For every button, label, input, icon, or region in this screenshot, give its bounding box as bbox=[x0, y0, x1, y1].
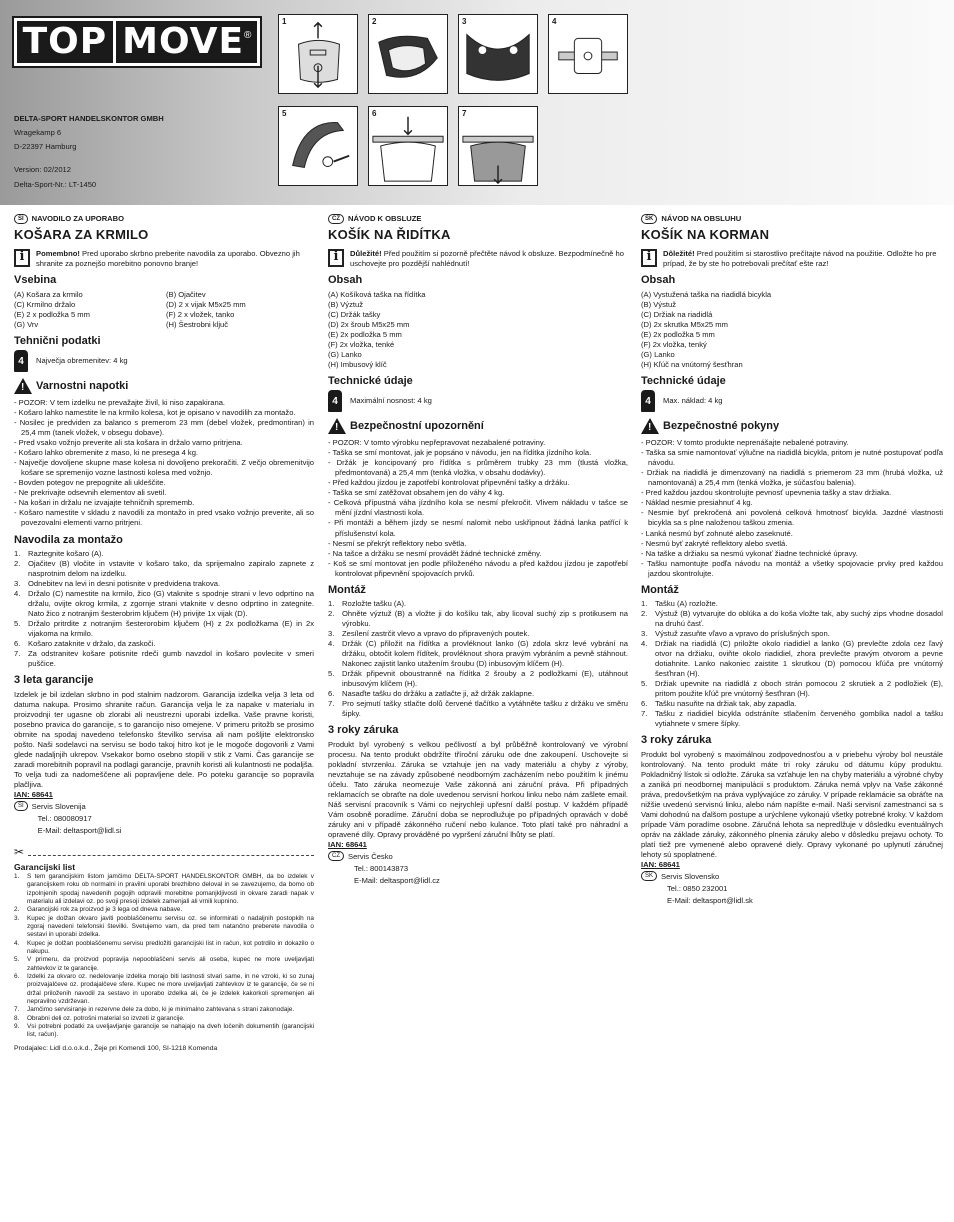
company-name: DELTA-SPORT HANDELSKONTOR GMBH bbox=[14, 114, 164, 123]
tech-heading: Technické údaje bbox=[641, 374, 726, 387]
brand-reg: ® bbox=[244, 30, 252, 41]
warranty-text: Produkt bol vyrobený s maximálnou zodpovednosťou a v priebehu výroby bol neustále kontrolovaný. Na tento produkt máte tri roky záruku od dátumu kúpy produktu. Pokladničný lístok si odložte. Záruka sa vzťahuje len na chyby materiálu a výrobné chyby a zaniká pri neodbornej manipulácii s produktom. Záruka nemá vplyv na Vaše zákonné práva, predovšetkým na práva vyplývajúce zo záruky. V prípade reklamácie sa obráťte na nižšie uvedenú servisnú linku, alebo nám napíšte e-mail. Naši servisní zamestnanci sa s Vami dohodnú na ďalšom postupe a urýchlene vykonajú všetky potrebné kroky. V každom prípade Vám poradíme osobne. Záručná lehota sa nepredlžuje v dôsledku eventuálnych opráv na základe záruky, zákonného plnenia záruky alebo v dôsledku prejavu ochoty. To platí tiež pre vymenené alebo opravené diely. Opravy vykonané po uplynutí záručnej lehoty sú spoplatnené. bbox=[641, 749, 943, 859]
list-item: (D) 2x šroub M5x25 mm bbox=[328, 319, 410, 329]
list-item: (E) 2x podložka 5 mm bbox=[328, 329, 402, 339]
list-item: 1. Rozložte tašku (A). bbox=[328, 599, 407, 609]
product-title: KOŠÍK NA ŘIDÍTKA bbox=[328, 227, 451, 243]
list-item: 3. Výstuž zasuňte vľavo a vpravo do príslušných spon. bbox=[641, 629, 830, 639]
remove-basket-illustration bbox=[459, 107, 537, 185]
list-item: (B) Výstuž bbox=[641, 299, 677, 309]
list-item: (A) Vystužená taška na riadidlá bicykla bbox=[641, 289, 772, 299]
list-item: 4. Držalo (C) namestite na krmilo, žico (G) vtaknite s spodnje strani v levo odprtino na držalu, ovijte okrog krmila, z zgornje strani vtaknite v desno odprtino in zategnite. Nato žico z notranjim šesterobrim ključem (H) privijte 1x vijak (D). bbox=[14, 589, 314, 619]
list-item: 6. Košaro zataknite v držalo, da zaskoči. bbox=[14, 639, 156, 649]
list-item: (H) Imbusový klíč bbox=[328, 359, 387, 369]
info-icon: i bbox=[641, 249, 657, 267]
list-item: - Nesmí se překrýt reflektory nebo světla. bbox=[328, 539, 628, 549]
service-phone: Tel.: 0850 232001 bbox=[667, 884, 728, 893]
max-load bbox=[641, 390, 943, 412]
list-item: 3. Kupec je dolžan okvaro javiti pooblaščenemu servisu oz. se informirati o nadaljnih postopkih na zgoraj navedeni telefonski številki. Svetujemo vam, da pred tem natančno preberete navodila o sestavi in uporabi izdelka. bbox=[14, 914, 314, 939]
list-item: - Taška se smí zatěžovat obsahem jen do váhy 4 kg. bbox=[328, 488, 628, 498]
illustration-panel-3 bbox=[458, 14, 538, 94]
warranty-heading: 3 roky záruka bbox=[641, 734, 712, 747]
list-item: (D) 2x skrutka M5x25 mm bbox=[641, 319, 728, 329]
service-email: E-Mail: deltasport@lidl.si bbox=[37, 825, 122, 835]
lang-title: NÁVOD NA OBSLUHU bbox=[661, 214, 742, 223]
list-item: - Náklad nesmie presiahnuť 4 kg. bbox=[641, 498, 943, 508]
safety-list bbox=[14, 398, 314, 528]
list-item: 2. Garancijski rok za proizvod je 3 lega od dneva nabave. bbox=[14, 906, 183, 914]
list-item: 2. Výstuž (B) vytvarujte do oblúka a do koša vložte tak, aby suchý zips vhodne dosadol na druhú časť. bbox=[641, 609, 943, 629]
illustration-panel-2 bbox=[368, 14, 448, 94]
list-item: (G) Vrv bbox=[14, 319, 39, 329]
tech-heading: Technické údaje bbox=[328, 374, 413, 387]
safety-heading-row bbox=[328, 418, 628, 434]
brand-top: TOP bbox=[22, 21, 108, 63]
service-name: Servis Česko bbox=[348, 851, 393, 861]
weight-icon: 4 bbox=[14, 350, 28, 372]
list-item: - POZOR: V tem izdelku ne prevažajte živil, ki niso zapakirana. bbox=[14, 398, 314, 408]
list-item: - POZOR: V tomto produkte neprenášajte nebalené potraviny. bbox=[641, 438, 943, 448]
list-item: (G) Lanko bbox=[641, 349, 675, 359]
list-item: (F) 2 x vložek, tanko bbox=[166, 309, 235, 319]
column-slovenian bbox=[14, 214, 314, 1054]
list-item: (A) Košara za krmilo bbox=[14, 289, 83, 299]
mount-steps bbox=[14, 549, 314, 669]
contents-heading: Obsah bbox=[328, 274, 363, 287]
list-item: - Nesmie byť prekročená ani povolená celková hmotnosť bicykla. Jazdné vlastnosti bicykla sa s plne naloženou taškou zmenia. bbox=[641, 508, 943, 528]
product-title: KOŠÍK NA KORMAN bbox=[641, 227, 770, 243]
list-item: 7. Tašku z riadidiel bicykla odstráníte stlačením červeného gombíka nadol a tašku vytiahnete v smere šípky. bbox=[641, 709, 943, 729]
weight-icon: 4 bbox=[641, 390, 655, 412]
card-list bbox=[14, 873, 314, 1040]
mount-steps bbox=[641, 599, 943, 729]
panel-number: 4 bbox=[552, 17, 557, 26]
warning-icon bbox=[641, 418, 659, 434]
illustration-panel-4 bbox=[548, 14, 628, 94]
warranty-heading: 3 roky záruka bbox=[328, 724, 399, 737]
list-item: 3. Odnebitev na levi in desni potisnite v predvidena trakova. bbox=[14, 579, 221, 589]
load-text: Največja obremenitev: 4 kg bbox=[36, 356, 128, 366]
warranty-card bbox=[14, 862, 314, 1054]
brand-logo bbox=[14, 18, 260, 66]
lang-title: NÁVOD K OBSLUZE bbox=[348, 214, 422, 223]
list-item: (B) Výztuž bbox=[328, 299, 364, 309]
list-item: (G) Lanko bbox=[328, 349, 362, 359]
list-item: - Nosilec je predviden za balanco s premerom 23 mm (debel vložek, predmontiran) in 25,4 mm (tanek vložek, v obsegu dobave). bbox=[14, 418, 314, 438]
max-load bbox=[328, 390, 628, 412]
list-item: 5. Držalo pritrdite z notranjim šesterorobim ključem (H) z 2x podložkama (E) in 2x vijakoma na krmilo. bbox=[14, 619, 314, 639]
list-item: 6. Izdelki za okvaro oz. nedelovanje izdelka morajo biti lastnosti stvari same, in ne vzroki, ki so zunaj proizvajalčeve oz. prodajalčeve sfere. Kupec ne more uveljavljati zahtevkov iz te garancije, če se ni držal priloženih navodil za sestavo in uporabo izdelka ali, če je izdelek kakorkoli spremenjen ali nepravilno vzdrževan. bbox=[14, 973, 314, 1005]
weight-icon: 4 bbox=[328, 390, 342, 412]
panel-number: 7 bbox=[462, 109, 467, 118]
list-item: 7. Pro sejmutí tašky stlačte dolů červené tlačítko a vytáhněte tašku z držáku ve směru šipky. bbox=[328, 699, 628, 719]
list-item: - POZOR: V tomto výrobku nepřepravovat nezabalené potraviny. bbox=[328, 438, 628, 448]
mount-heading: Navodila za montažo bbox=[14, 533, 123, 546]
mount-steps bbox=[328, 599, 628, 719]
important-label: Pomembno! bbox=[36, 249, 80, 259]
safety-list bbox=[641, 438, 943, 578]
service-email: E-Mail: deltasport@lidl.cz bbox=[354, 875, 440, 885]
list-item: 1. Raztegnite košaro (A). bbox=[14, 549, 104, 559]
list-item: 2. Ojačitev (B) vločite in vstavite v košaro tako, da sprijemalno zapiralo zapnete z nasprotnim delom na izdelku. bbox=[14, 559, 314, 579]
important-text: Pred použitím si starostlivo prečítajte návod na použitie. Odložte ho pre prípad, že by ste ho potrebovali prečítať ešte raz! bbox=[663, 249, 937, 269]
version-text: Version: 02/2012 bbox=[14, 165, 71, 174]
column-slovak bbox=[641, 214, 943, 907]
fasten-straps-illustration bbox=[459, 15, 537, 93]
load-text: Max. náklad: 4 kg bbox=[663, 396, 723, 406]
service-info bbox=[328, 851, 628, 887]
lang-code: CZ bbox=[328, 214, 344, 224]
list-item: 5. Držák připevnit oboustranně na řídítka 2 šrouby a 2 podložkami (E), utáhnout inbusovým klíčem (H). bbox=[328, 669, 628, 689]
mount-heading: Montáž bbox=[641, 583, 679, 596]
lang-heading bbox=[328, 214, 628, 224]
service-code: SI bbox=[14, 801, 28, 811]
contents-list bbox=[14, 290, 314, 330]
safety-heading-row bbox=[641, 418, 943, 434]
panel-number: 1 bbox=[282, 17, 287, 26]
cable-holder-illustration bbox=[549, 15, 627, 93]
cut-line bbox=[28, 855, 314, 856]
list-item: (C) Držák tašky bbox=[328, 309, 381, 319]
panel-number: 5 bbox=[282, 109, 287, 118]
list-item: (H) Kľúč na vnútorný šesťhran bbox=[641, 359, 743, 369]
important-notice bbox=[14, 249, 314, 269]
info-icon: i bbox=[14, 249, 30, 267]
warranty-text: Produkt byl vyrobený s velkou pečlivostí a byl průběžně kontrolovaný ve výrobní procesu. Na tento produkt obdržíte tříroční záruku ode dne zakoupení. Uschovejte si pokladní stvrzenku. Záruka se vztahuje jen na vady materiálu a chyby z výroby, nevztahuje se na závady způsobené neodborným zacházením nebo použitím k jinému účelu. Tato záruka neomezuje Vaše zákonná ani záruční práva. Při případných reklamacích se obraťte na dole uvedenou servisní horkou linku nebo nám zašlete email. Náš servisní pracovník s Vámi co nejrychleji upřesní další postup. V každém případě Vám osobně poradíme. Záruční doba se neprodlužuje po případných opravách v době záruky ani v případě zákonného ručení nebo kulance. Toto platí také pro náhradní a opravené díly. Opravy prováděné po vypršení záruční lhůty se platí. bbox=[328, 739, 628, 839]
lang-code: SI bbox=[14, 214, 28, 224]
ian-number: IAN: 68641 bbox=[641, 859, 680, 869]
list-item: - Košaro namestite v skladu z navodili za montažo in pred vsako vožnjo preverite, ali so povezovalni elementi varno pritrjeni. bbox=[14, 508, 314, 528]
list-item: 4. Držák (C) přiložit na řídítka a provléknout lanko (G) zdola skrz levé vybrání na držáku, obtočit kolem řídítek, provléknout shora pravým vybráním a pevně stáhnout. Nakonec zajistit lanko utažením šroubu (D) inbusovým klíčem (H). bbox=[328, 639, 628, 669]
list-item: - Nesmú byť zakryté reflektory alebo svetlá. bbox=[641, 539, 943, 549]
list-item: - Celková přípustná váha jízdního kola se nesmí překročit. Vlivem nákladu v tašce se mění jízdní vlastnosti kola. bbox=[328, 498, 628, 518]
safety-heading: Bezpečnostné pokyny bbox=[663, 420, 780, 433]
screw-holder-illustration bbox=[279, 107, 357, 185]
list-item: - Držiak na riadidlá je dimenzovaný na riadidlá s priemerom 23 mm (hrubá vložka, už namontovaná) a 25,4 mm (tenká vložka, je súčasťou balenia). bbox=[641, 468, 943, 488]
list-item: - Tašku namontujte podľa návodu na montáž a všetky spojovacie prvky pred každou jazdou skontrolujte. bbox=[641, 559, 943, 579]
list-item: 9. Vsi potrebni podatki za uveljavljanje garancije se nahajajo na dveh ločenih dokumentih (garancijski list, račun). bbox=[14, 1022, 314, 1039]
contents-heading: Obsah bbox=[641, 274, 676, 287]
max-load bbox=[14, 350, 314, 372]
scissors-icon: ✂ bbox=[14, 844, 25, 859]
list-item: 7. Za odstranitev košare potisnite rdeči gumb navzdol in košaro povlecite v smeri puščice. bbox=[14, 649, 314, 669]
list-item: 6. Nasaďte tašku do držáku a zatlačte ji, až držák zaklapne. bbox=[328, 689, 535, 699]
attach-basket-illustration bbox=[369, 107, 447, 185]
panel-number: 2 bbox=[372, 17, 377, 26]
list-item: (H) Šestrobni ključ bbox=[166, 319, 229, 329]
list-item: (C) Držiak na riadidlá bbox=[641, 309, 713, 319]
service-phone: Tel.: 080080917 bbox=[37, 813, 92, 823]
important-text: Před použitím si pozorně přečtěte návod k obsluze. Bezpodmínečně ho uschovejte pro pozdější nahlédnutí! bbox=[350, 249, 624, 269]
article-number: Delta-Sport-Nr.: LT-1450 bbox=[14, 180, 97, 189]
list-item: 6. Tašku nasuňte na držiak tak, aby zapadla. bbox=[641, 699, 797, 709]
company-city: D-22397 Hamburg bbox=[14, 142, 77, 151]
warning-icon bbox=[14, 378, 32, 394]
load-text: Maximální nosnost: 4 kg bbox=[350, 396, 432, 406]
service-name: Servis Slovenija bbox=[31, 801, 86, 811]
list-item: 5. V primeru, da proizvod popravija nepooblaščeni servis ali oseba, kupec ne more uveljavljati zahtevkov iz te garancije. bbox=[14, 956, 314, 972]
list-item: (A) Košíková taška na řídítka bbox=[328, 289, 426, 299]
version-info bbox=[14, 162, 96, 192]
list-item: - Lanká nesmú byť zohnuté alebo zaseknuté. bbox=[641, 529, 943, 539]
list-item: (D) 2 x vijak M5x25 mm bbox=[166, 299, 246, 309]
list-item: (F) 2x vložka, tenký bbox=[641, 339, 707, 349]
list-item: - Na taške a držiaku sa nesmú vykonať žiadne technické úpravy. bbox=[641, 549, 943, 559]
ian-number: IAN: 68641 bbox=[14, 789, 53, 799]
list-item: 3. Zesílení zastrčit vlevo a vpravo do připravených poutek. bbox=[328, 629, 530, 639]
seller-info: Prodajalec: Lidl d.o.o.k.d., Žeje pri Komendi 100, SI-1218 Komenda bbox=[14, 1044, 218, 1052]
list-item: (E) 2 x podložka 5 mm bbox=[14, 309, 90, 319]
safety-heading-row bbox=[14, 378, 314, 394]
contents-list bbox=[641, 290, 943, 370]
list-item: - Pred vsako vožnjo preverite ali sta košara in držalo varno pritrjena. bbox=[14, 438, 314, 448]
insert-stiffener-illustration bbox=[369, 15, 447, 93]
service-name: Servis Slovensko bbox=[661, 872, 720, 881]
list-item: - Pred každou jazdou skontrolujte pevnosť upevnenia tašky a stav držiaka. bbox=[641, 488, 943, 498]
list-item: - Koš se smí montovat jen podle přiloženého návodu a před každou jízdou je zapotřebí kontrolovat připevnění spojovacích prvků. bbox=[328, 559, 628, 579]
list-item: - Na košari in držalu ne izvajajte tehničnih sprememb. bbox=[14, 498, 314, 508]
tech-heading: Tehnični podatki bbox=[14, 334, 101, 347]
lang-code: SK bbox=[641, 214, 657, 224]
lang-heading bbox=[641, 214, 943, 224]
service-code: SK bbox=[641, 871, 657, 881]
list-item: - Košaro lahko obremenite z maso, ki ne presega 4 kg. bbox=[14, 448, 314, 458]
header-band bbox=[0, 0, 954, 205]
illustration-panel-7 bbox=[458, 106, 538, 186]
card-title: Garancijski list bbox=[14, 861, 76, 872]
company-street: Wragekamp 6 bbox=[14, 128, 62, 137]
list-item: (E) 2x podložka 5 mm bbox=[641, 329, 715, 339]
list-item: 2. Ohněte výztuž (B) a vložte ji do košíku tak, aby licoval suchý zip s protikusem na výrobku. bbox=[328, 609, 628, 629]
product-title: KOŠARA ZA KRMILO bbox=[14, 227, 149, 243]
list-item: - Na tašce a držáku se nesmí provádět žádné technické změny. bbox=[328, 549, 628, 559]
list-item: 1. S tem garancijskim listom jamčimo DELTA-SPORT HANDELSKONTOR GMBH, da bo izdelek v garancijskem roku ob normalni in pravilni uporabi brezhibno deloval in se zavezujemo, da bomo ob izpolnjenih spodaj navedenih pogojih odpravili morebitne pomanjkljivosti in okvare zaradi napak v materialu ali izdelavi oz. po svoji presoji izdelek zamenjali ali vrnili kupnino. bbox=[14, 873, 314, 906]
warranty-heading: 3 leta garancije bbox=[14, 674, 94, 687]
contents-heading: Vsebina bbox=[14, 274, 57, 287]
list-item: - Před každou jízdou je zapotřebí kontrolovat připevnění tašky a držáku. bbox=[328, 478, 628, 488]
list-item: (F) 2x vložka, tenké bbox=[328, 339, 395, 349]
basket-unfold-illustration bbox=[279, 15, 357, 93]
illustration-panel-5 bbox=[278, 106, 358, 186]
safety-heading: Varnostni napotki bbox=[36, 380, 129, 393]
lang-title: NAVODILO ZA UPORABO bbox=[31, 214, 125, 223]
list-item: 8. Obrabni deli oz. potrošni material so izvzeti iz garancije. bbox=[14, 1014, 185, 1022]
warranty-text: Izdelek je bil izdelan skrbno in pod stalnim nadzorom. Garancija izdelka velja 3 leta od datuma nakupa. Prosimo shranite račun. Garancija velja le za napake v materialu in proizvodnji ter ugasne ob zlorabi ali neustrezni uporabi izdelka. Vaše pravne koristi, posebno pravica do garancije, s to garancijo niso omejene. V primeru pritožb se prosimo obrnite na spodaj navedeno telefonsko številko servisa ali nam pošljite elektronsko pošto. Naši sodelavci na servisu se bodo takoj hitro kot je le mogoče dogovorili z Vami glede nadaljnjih ukrepov. Vsekakor bomo osebno stopili v stik z Vami. Čas garancije se zaradi morebitnih popravil na podlagi garancije, pravnih koristi ali kulantnosti ne podaljša. To velja tudi za nadomeščene ali popravljene dele. Po poteku garancije so popravila plačljiva. bbox=[14, 689, 314, 789]
list-item: (C) Krmilno držalo bbox=[14, 299, 76, 309]
safety-heading: Bezpečnostní upozornění bbox=[350, 420, 484, 433]
list-item: (B) Ojačitev bbox=[166, 289, 206, 299]
ian-number: IAN: 68641 bbox=[328, 839, 367, 849]
important-notice bbox=[328, 249, 628, 269]
service-code: CZ bbox=[328, 851, 344, 861]
list-item: 1. Tašku (A) rozložte. bbox=[641, 599, 718, 609]
service-info bbox=[641, 871, 943, 907]
important-label: Dôležité! bbox=[663, 249, 695, 259]
panel-number: 3 bbox=[462, 17, 467, 26]
list-item: - Bovden potegov ne prepognite ali ukleščite. bbox=[14, 478, 314, 488]
list-item: - Ne prekrivajte odsevnih elementov ali svetil. bbox=[14, 488, 314, 498]
list-item: 4. Kupec je dolžan pooblaščenemu servisu predložiti garancijski list in račun, kot potrdilo in dokazilo o nakupu. bbox=[14, 939, 314, 956]
illustration-panel-6 bbox=[368, 106, 448, 186]
list-item: - Při montáži a během jízdy se nesmí nalomit nebo uskřipnout žádná lanka patřící k příslušenství kola. bbox=[328, 518, 628, 538]
important-notice bbox=[641, 249, 943, 269]
lang-heading bbox=[14, 214, 314, 224]
important-label: Důležité! bbox=[350, 249, 382, 259]
list-item: - Držák je koncipovaný pro řídítka s průměrem trubky 23 mm (tlustá vložka, předmontovaná) a 25,4 mm (tenká vložka, v obsahu dodávky). bbox=[328, 458, 628, 478]
list-item: - Košaro lahko namestite le na krmilo kolesa, kot je opisano v navodilih za montažo. bbox=[14, 408, 314, 418]
list-item: - Taška se smí montovat, jak je popsáno v návodu, jen na řídítka jízdního kola. bbox=[328, 448, 628, 458]
info-icon: i bbox=[328, 249, 344, 267]
company-address bbox=[14, 112, 164, 154]
safety-list bbox=[328, 438, 628, 578]
list-item: 5. Držiak upevnite na riadidlá z oboch strán pomocou 2 skrutiek a 2 podložiek (E), pritom použite kľúč pre vnútorný šesťhran (H). bbox=[641, 679, 943, 699]
service-email: E-Mail: deltasport@lidl.sk bbox=[667, 896, 753, 905]
column-czech bbox=[328, 214, 628, 887]
list-item: 7. Jamčimo servisiranje in rezervne dele za dobo, ki je minimalno zahtevana s strani zakonodaje. bbox=[14, 1006, 295, 1014]
mount-heading: Montáž bbox=[328, 583, 366, 596]
important-text: Pred uporabo skrbno preberite navodila za uporabo. Obvezno jih shranite za poznejšo morebitno ponovno branje! bbox=[36, 249, 300, 269]
illustration-panel-1 bbox=[278, 14, 358, 94]
list-item: - Taška sa smie namontovať výlučne na riadidlá bicykla, pritom je nutné postupovať podľa návodu. bbox=[641, 448, 943, 468]
contents-list bbox=[328, 290, 628, 370]
panel-number: 6 bbox=[372, 109, 377, 118]
warning-icon bbox=[328, 418, 346, 434]
list-item: 4. Držiak na riadidlá (C) priložte okolo riadidiel a lanko (G) prevlečte zdola cez ľavý otvor na držiaku, oviňte okolo riadidiel, zhora prevlečte pravým otvorom a pevne dotiahnite. Lanko nakoniec zaistite 1 skrutkou (D) pomocou kľúča pre vnútorný šesťhran (H). bbox=[641, 639, 943, 679]
list-item: - Največje dovoljene skupne mase kolesa ni dovoljeno prekoračiti. Z večjo obremenitvijo košare se spremenijo vozne lastnosti kolesa med vožnjo. bbox=[14, 458, 314, 478]
service-info bbox=[14, 801, 314, 837]
brand-move: MOVE bbox=[113, 18, 244, 66]
service-phone: Tel.: 800143873 bbox=[354, 863, 409, 873]
